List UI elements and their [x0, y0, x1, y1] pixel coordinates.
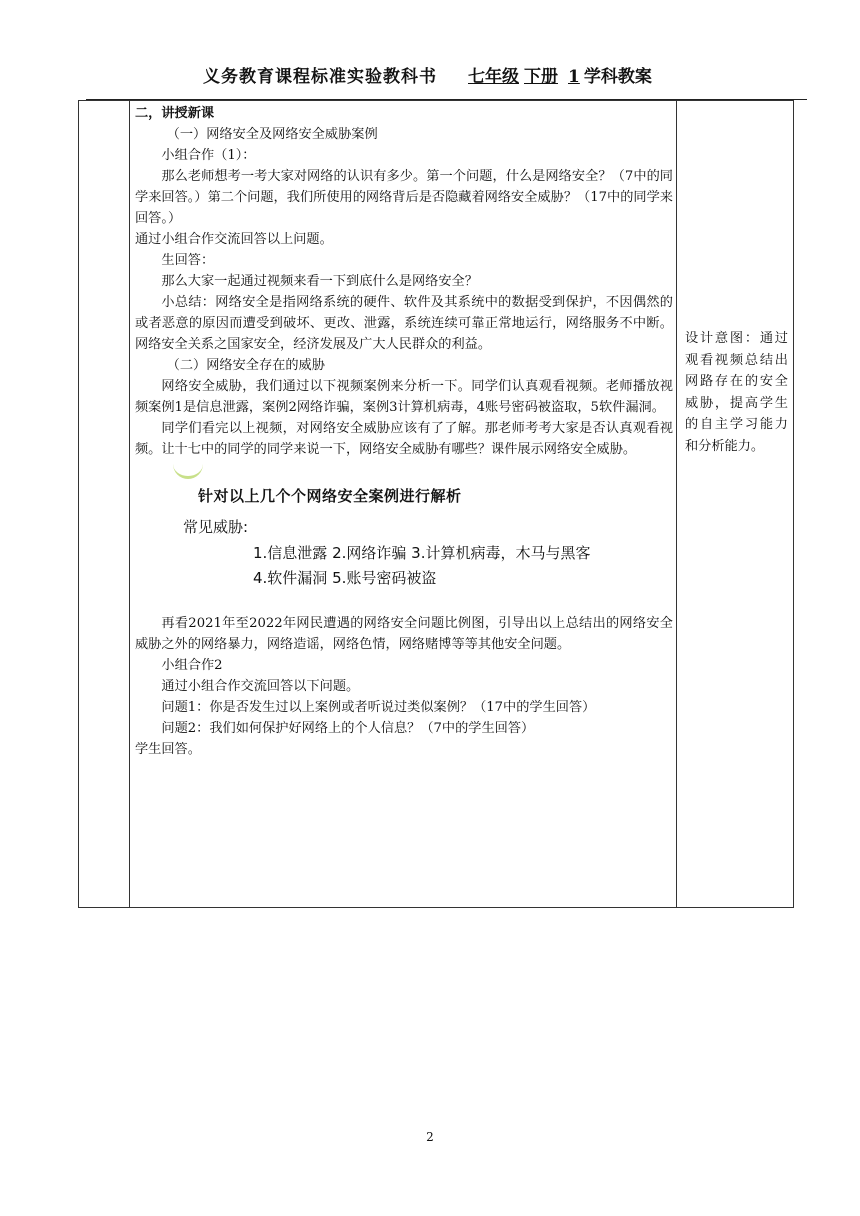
- paragraph-group-discussion: 通过小组合作交流回答以下问题。: [161, 679, 360, 694]
- group-activity-2: 小组合作2: [161, 658, 223, 673]
- paragraph-student-answer: 生回答：: [161, 253, 215, 268]
- header-grade: 七年级: [468, 67, 519, 87]
- paragraph-student-response: 学生回答。: [135, 742, 201, 757]
- header-course-info: [468, 62, 652, 87]
- slide-title: 针对以上几个个网络安全案例进行解析: [198, 487, 462, 505]
- question-1: 问题1：你是否发生过以上案例或者听说过类似案例？（17中的学生回答）: [161, 700, 596, 715]
- section-title: 二，讲授新课: [135, 106, 215, 121]
- table-column-divider-right: [676, 101, 677, 907]
- paragraph-statistics: 再看2021年至2022年网民遭遇的网络安全问题比例图，引导出以上总结出的网络安全威胁之外的网络暴力，网络造谣，网络色情，网络赌博等等其他安全问题。: [135, 616, 673, 652]
- paragraph-threat-review: 同学们看完以上视频，对网络安全威胁应该有了了解。那老师考考大家是否认真观看视频。让十七中的同学的同学来说一下，网络安全威胁有哪些？课件展示网络安全威胁。: [135, 421, 673, 457]
- page-header: [0, 62, 860, 88]
- header-term: 下册: [524, 67, 558, 87]
- paragraph-summary: 小总结：网络安全是指网络系统的硬件、软件及其系统中的数据受到保护，不因偶然的或者恶意的原因而遭受到破坏、更改、泄露，系统连续可靠正常地运行，网络服务不中断。网络安全关系之国家安全，经济发展及广大人民群众的利益。: [135, 295, 673, 352]
- paragraph-questions: 那么老师想考一考大家对网络的认识有多少。第一个问题，什么是网络安全？（7中的同学来回答。）第二个问题，我们所使用的网络背后是否隐藏着网络安全威胁？（17中的同学来回答。）: [135, 169, 673, 226]
- paragraph-video-cases: 网络安全威胁，我们通过以下视频案例来分析一下。同学们认真观看视频。老师播放视频案例1是信息泄露，案例2网络诈骗，案例3计算机病毒，4账号密码被盗取，5软件漏洞。: [135, 379, 673, 415]
- group-activity-1: 小组合作（1）：: [161, 148, 256, 163]
- header-textbook-title: 义务教育课程标准实验教科书: [203, 67, 437, 87]
- lesson-content: [135, 103, 673, 760]
- slide-subtitle: 常见威胁:: [183, 518, 249, 536]
- table-column-divider-left: [129, 101, 130, 907]
- header-number: 1: [568, 67, 580, 87]
- page-number: 2: [426, 1130, 434, 1144]
- subsection-title-2: （二）网络安全存在的威胁: [166, 358, 325, 373]
- header-subject-suffix: 学科教案: [583, 67, 652, 87]
- paragraph-video-intro: 那么大家一起通过视频来看一下到底什么是网络安全？: [161, 274, 478, 289]
- slide-threat-line-1: 1.信息泄露 2.网络诈骗 3.计算机病毒，木马与黑客: [253, 544, 591, 562]
- subsection-title-1: （一）网络安全及网络安全威胁案例: [166, 127, 378, 142]
- slide-image: [133, 464, 673, 592]
- leaf-decoration: [173, 462, 203, 479]
- question-2: 问题2：我们如何保护好网络上的个人信息？（7中的学生回答）: [161, 721, 535, 736]
- slide-threat-line-2: 4.软件漏洞 5.账号密码被盗: [253, 569, 437, 587]
- paragraph-discussion: 通过小组合作交流回答以上问题。: [135, 232, 333, 247]
- design-intent-note: 设计意图：通过观看视频总结出网路存在的安全威胁，提高学生的自主学习能力和分析能力。: [685, 331, 788, 454]
